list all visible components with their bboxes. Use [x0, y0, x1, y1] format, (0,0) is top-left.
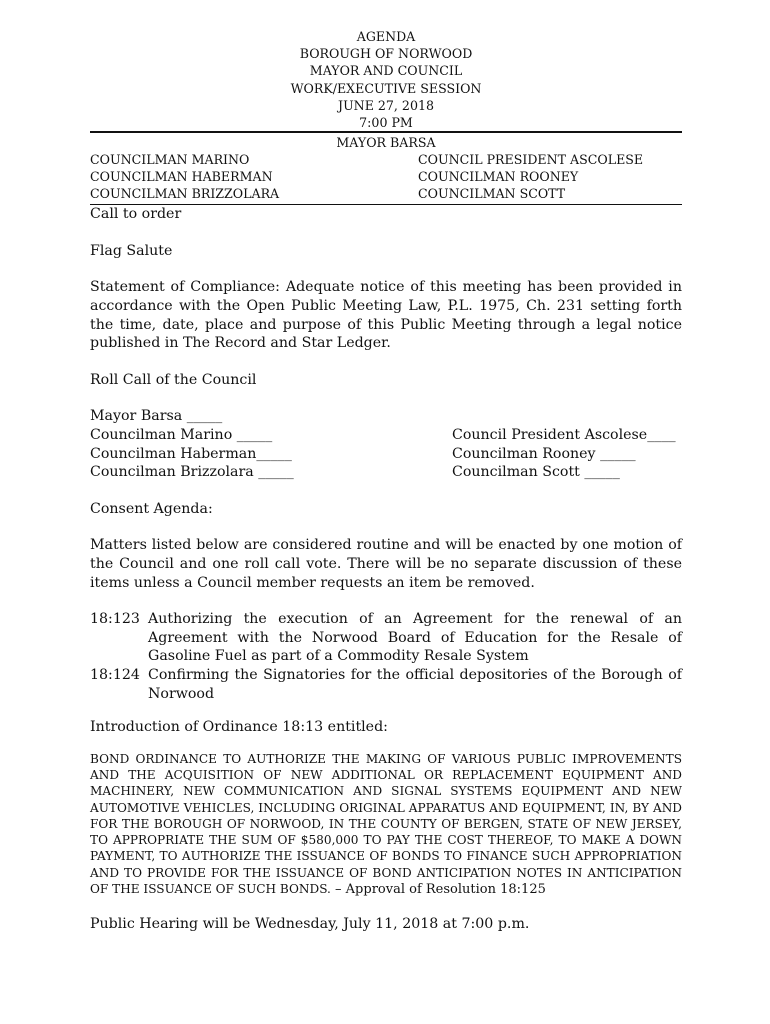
statement-of-compliance: Statement of Compliance: Adequate notice of this meeting has been provided in accordance with the Open Public Meeting Law, P.L. 1975, Ch. 231 setting forth the time, date, place and purpose of this Public Meeting through a legal notice published in The Record and Star Ledger.: [90, 279, 682, 352]
agenda-page: [90, 0, 682, 934]
resolution-number: 18:123: [90, 611, 140, 628]
ordinance-text: [90, 751, 682, 899]
header-line: WORK/EXECUTIVE SESSION: [290, 80, 482, 96]
header-line: 7:00 PM: [359, 115, 413, 131]
roll-call-mayor: Mayor Barsa _____: [90, 408, 223, 425]
header-line: BOROUGH OF NORWOOD: [299, 46, 473, 62]
consent-agenda-title: Consent Agenda:: [90, 500, 213, 517]
council-member: COUNCILMAN ROONEY: [418, 169, 579, 185]
roll-call-title: Roll Call of the Council: [90, 371, 257, 388]
resolution-text: Confirming the Signatories for the official depositories of the Borough of Norwood: [148, 666, 682, 702]
council-member: COUNCILMAN SCOTT: [418, 186, 566, 202]
ordinance-resolution-note: – Approval of Resolution 18:125: [330, 882, 546, 898]
ordinance-title: BOND ORDINANCE TO AUTHORIZE THE MAKING OF VARIOUS PUBLIC IMPROVEMENTS AND THE ACQUISITION OF NEW ADDITIONAL OR REPLACEMENT EQUIPMENT AND MACHINERY, NEW COMMUNICATION AND SIGNAL SYSTEMS EQUIPMENT AND NEW AUTOMOTIVE VEHICLES, INCLUDING ORIGINAL APPARATUS AND EQUIPMENT, IN, BY AND FOR THE BOROUGH OF NORWOOD, IN THE COUNTY OF BERGEN, STATE OF NEW JERSEY, TO APPROPRIATE THE SUM OF $580,000 TO PAY THE COST THEREOF, TO MAKE A DOWN PAYMENT, TO AUTHORIZE THE ISSUANCE OF BONDS TO FINANCE SUCH APPROPRIATION AND TO PROVIDE FOR THE ISSUANCE OF BOND ANTICIPATION NOTES IN ANTICIPATION OF THE ISSUANCE OF SUCH BONDS.: [90, 751, 682, 897]
roll-call-entry: Councilman Rooney _____: [452, 445, 636, 462]
roll-call-entry: Councilman Haberman_____: [90, 445, 292, 462]
council-member: COUNCILMAN HABERMAN: [90, 169, 273, 185]
public-hearing-notice: Public Hearing will be Wednesday, July 11, 2018 at 7:00 p.m.: [90, 916, 530, 933]
call-to-order: Call to order: [90, 206, 182, 223]
consent-agenda-text: Matters listed below are considered routine and will be enacted by one motion of the Council and one roll call vote. There will be no separate discussion of these items unless a Council member requests an item be removed.: [90, 537, 682, 591]
ordinance-intro: Introduction of Ordinance 18:13 entitled:: [90, 719, 388, 736]
council-member: COUNCILMAN BRIZZOLARA: [90, 186, 280, 202]
agenda-header: [90, 0, 682, 131]
roll-call-entry: Council President Ascolese____: [452, 426, 676, 443]
header-line: AGENDA: [356, 29, 416, 44]
roll-call-entry: Councilman Scott _____: [452, 464, 620, 481]
header-line: MAYOR AND COUNCIL: [309, 63, 463, 79]
council-member: COUNCIL PRESIDENT ASCOLESE: [418, 152, 644, 168]
mayor-name: MAYOR BARSA: [336, 135, 436, 151]
roll-call-entry: Councilman Marino _____: [90, 426, 273, 443]
header-divider: [90, 131, 682, 133]
roll-call-entry: Councilman Brizzolara _____: [90, 464, 294, 481]
header-line: JUNE 27, 2018: [338, 97, 434, 113]
council-member: COUNCILMAN MARINO: [90, 152, 250, 168]
list-item: [90, 610, 682, 666]
roll-call-list: [90, 426, 682, 482]
resolution-number: 18:124: [90, 666, 140, 683]
resolution-text: Authorizing the execution of an Agreement for the renewal of an Agreement with the Norwood Board of Education for the Resale of Gasoline Fuel as part of a Commodity Resale System: [148, 611, 682, 665]
council-members: [90, 151, 682, 202]
list-item: [90, 666, 682, 703]
flag-salute: Flag Salute: [90, 242, 173, 259]
resolution-list: [90, 610, 682, 703]
